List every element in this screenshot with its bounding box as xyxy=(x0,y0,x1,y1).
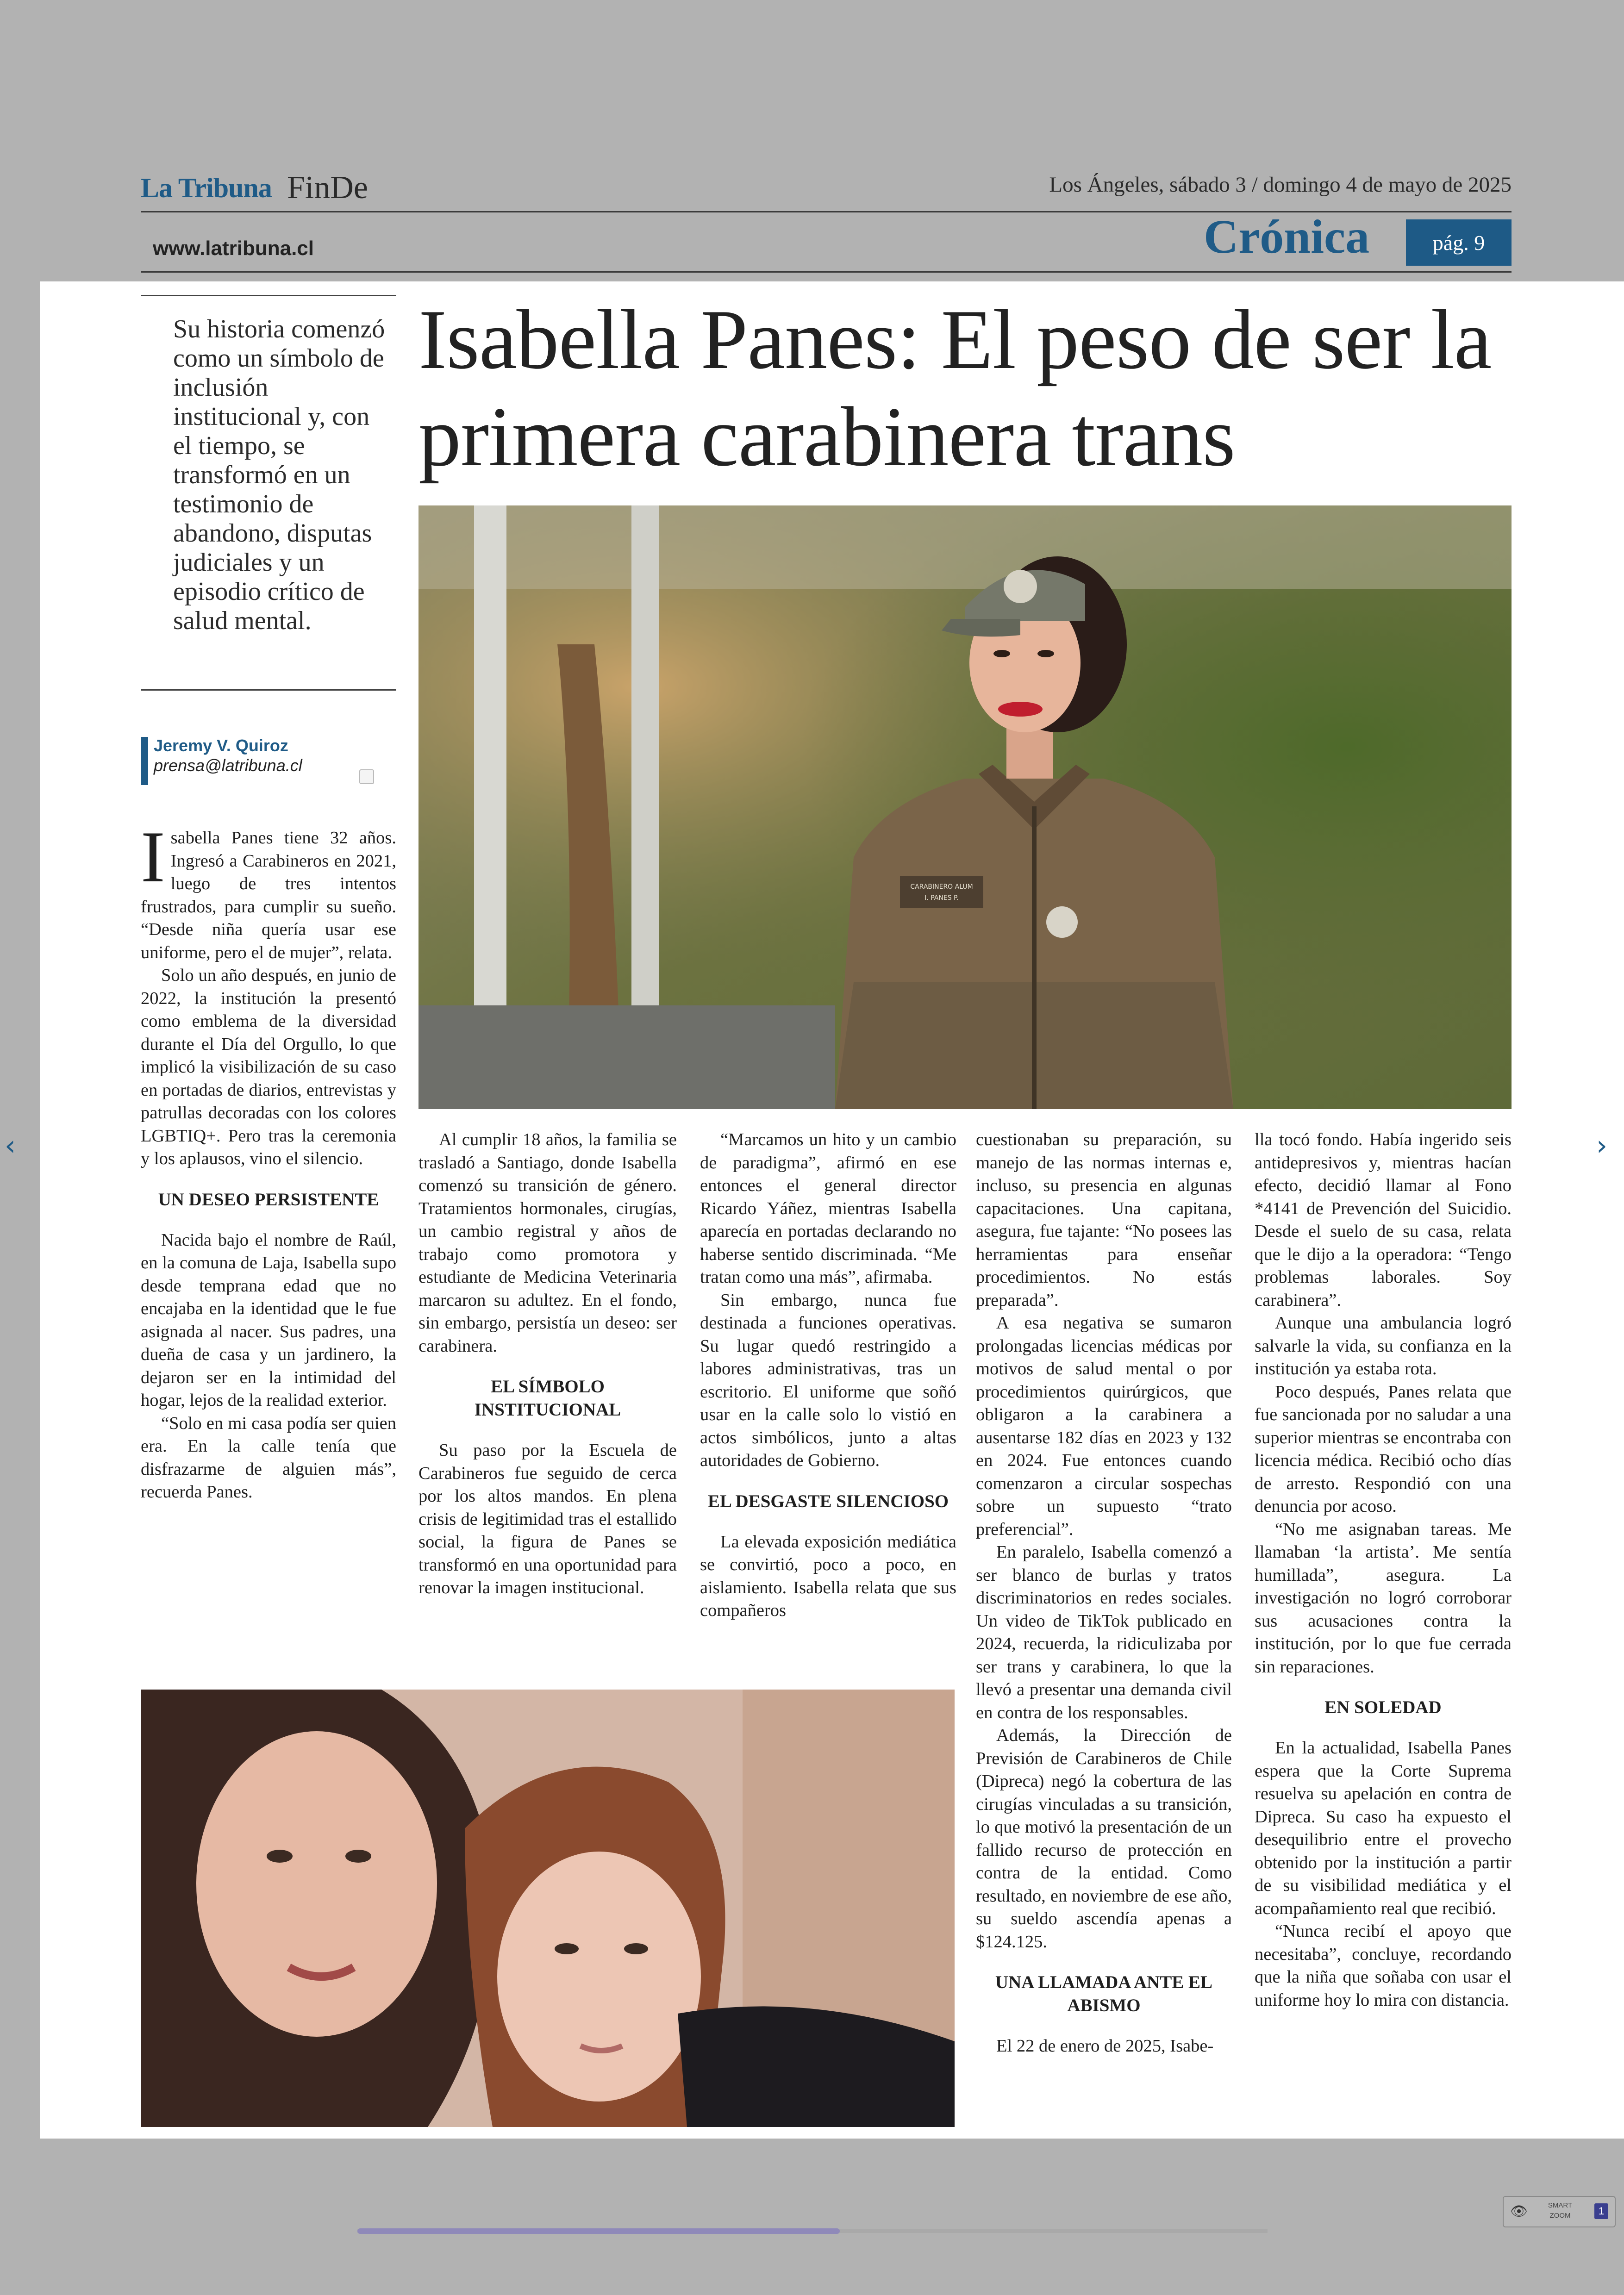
next-page-chevron-icon[interactable]: › xyxy=(1596,1129,1607,1162)
zoom-page-indicator: 1 xyxy=(1594,2203,1608,2219)
share-icon[interactable] xyxy=(359,769,374,784)
drop-cap: I xyxy=(141,817,165,898)
article-paragraph: “Solo en mi casa podía ser quien era. En la calle tenía que disfrazarme de alguien más”, recuerda Panes. xyxy=(141,1413,396,1502)
article-paragraph: Su paso por la Escuela de Carabineros fue seguido de cerca por los altos mandos. En plena crisis de legitimidad tras el estallido social, la figura de Panes se transformó en una oportunidad para renovar la imagen institucional. xyxy=(418,1441,677,1597)
article-paragraph: Poco después, Panes relata que fue sancionada por no saludar a una superior mientras se encontraba con licencia médica. Recibió ocho días de arresto. Respondió con una denuncia por acoso. xyxy=(1255,1382,1512,1516)
article-column-1 xyxy=(141,817,396,1504)
dateline: Los Ángeles, sábado 3 / domingo 4 de mayo de 2025 xyxy=(1049,173,1512,197)
article-paragraph: Sin embargo, nunca fue destinada a funciones operativas. Su lugar quedó restringido a labores administrativas, tras un escritorio. El uniforme que soñó usar en la calle solo lo vistió en actos simbólicos, junto a altas autoridades de Gobierno. xyxy=(700,1290,956,1470)
paragraph-text: sabella Panes tiene 32 años. Ingresó a Carabineros en 2021, luego de tres intentos frustrados, para cumplir su sueño. “Desde niña quería usar ese uniforme, pero el de mujer”, relata. xyxy=(141,828,396,962)
subhead-desgaste: EL DESGASTE SILENCIOSO xyxy=(707,1491,949,1511)
supplement-name: FinDe xyxy=(287,170,368,206)
article-paragraph: Al cumplir 18 años, la familia se trasladó a Santiago, donde Isabella comenzó su transición de género. Tratamientos hormonales, cirugías, un cambio registral y años de trabajo como promotora y estudiante de Medicina Veterinaria marcaron su adultez. En el fondo, sin embargo, persistía un deseo: ser carabinera. xyxy=(418,1130,677,1356)
article-paragraph: “Marcamos un hito y un cambio de paradigma”, afirmó en ese entonces el general director Ricardo Yáñez, mientras Isabella aparecía en portadas declarando no haberse sentido discriminada. “Me tratan como una más”, afirmaba. xyxy=(700,1130,956,1287)
article-column-2 xyxy=(418,1129,677,1600)
article-paragraph: “Nunca recibí el apoyo que necesitaba”, concluye, recordando que la niña que soñaba con usar el uniforme hoy lo mira con distancia. xyxy=(1255,1921,1512,2010)
lead-rule-top xyxy=(141,295,396,296)
smart-zoom-button[interactable] xyxy=(1503,2196,1616,2227)
byline-email: prensa@latribuna.cl xyxy=(154,756,302,775)
article-column-4 xyxy=(976,1129,1232,2058)
section-name: Crónica xyxy=(1204,210,1370,263)
name-patch-line2: I. PANES P. xyxy=(924,894,959,902)
article-paragraph: Además, la Dirección de Previsión de Carabineros de Chile (Dipreca) negó la cobertura de las cirugías vinculadas a su transición, lo que motivó la presentación de un fallido recurso de protección en contra de la entidad. Como resultado, en noviembre de ese año, su sueldo ascendía apenas a $124.125. xyxy=(976,1726,1232,1952)
page-number-badge: pág. 9 xyxy=(1406,219,1512,266)
family-photo xyxy=(141,1690,955,2127)
website-url: www.latribuna.cl xyxy=(153,237,314,260)
main-photo xyxy=(418,505,1512,1109)
article-paragraph: En la actualidad, Isabella Panes espera que la Corte Suprema resuelva su apelación en contra de Dipreca. Su caso ha expuesto el desequilibrio entre el provecho obtenido por la institución a partir de su visibilidad mediática y el acompañamiento real que recibió. xyxy=(1255,1738,1512,1918)
byline-author: Jeremy V. Quiroz xyxy=(154,736,288,755)
article-paragraph: A esa negativa se sumaron prolongadas licencias médicas por motivos de salud mental o por procedimientos quirúrgicos, que obligaron a la carabinera a ausentarse 182 días en 2023 y 132 en 2024. Fue entonces cuando comenzaron a circular sospechas sobre un supuesto “trato preferencial”. xyxy=(976,1313,1232,1539)
article-paragraph xyxy=(141,817,396,964)
newspaper-logo: La Tribuna xyxy=(141,173,272,203)
page-scrollbar-thumb[interactable] xyxy=(357,2228,840,2234)
article-paragraph: Nacida bajo el nombre de Raúl, en la comuna de Laja, Isabella supo desde temprana edad que no encajaba en la identidad que le fue asignada al nacer. Sus padres, una dueña de casa y un jardinero, la dejaron ser en la intimidad del hogar, lejos de la realidad exterior. xyxy=(141,1230,396,1410)
article-paragraph: Aunque una ambulancia logró salvarle la vida, su confianza en la institución ya estaba rota. xyxy=(1255,1313,1512,1378)
subhead-soledad: EN SOLEDAD xyxy=(1324,1697,1442,1717)
article-column-5 xyxy=(1255,1129,1512,2012)
main-photo-illustration xyxy=(418,505,1512,1109)
lead-rule-bottom xyxy=(141,689,396,691)
smart-zoom-label: SMART ZOOM xyxy=(1548,2201,1573,2220)
article-paragraph: En paralelo, Isabella comenzó a ser blanco de burlas y tratos discriminatorios en redes sociales. Un video de TikTok publicado en 2024, recuerda, la ridiculizaba por ser trans y carabinera, lo que la llevó a presentar una demanda civil en contra de los responsables. xyxy=(976,1542,1232,1722)
article-paragraph: lla tocó fondo. Había ingerido seis antidepresivos y, mientras hacían efecto, decidió llamar al Fono *4141 de Prevención del Suicidio. Desde el suelo de su casa, relata que le dijo a la operadora: “Tengo problemas laborales. Soy carabinera”. xyxy=(1255,1130,1512,1310)
article-paragraph: El 22 de enero de 2025, Isabe- xyxy=(996,2036,1214,2056)
name-patch-line1: CARABINERO ALUM xyxy=(910,883,973,891)
subhead-deseo: UN DESEO PERSISTENTE xyxy=(158,1189,379,1210)
article-column-3 xyxy=(700,1129,956,1622)
family-photo-illustration xyxy=(141,1690,955,2127)
byline-accent-bar xyxy=(141,737,148,785)
eye-icon: 👁 xyxy=(1510,2204,1528,2219)
subhead-llamada: UNA LLAMADA ANTE EL ABISMO xyxy=(995,1972,1213,2015)
article-paragraph: “No me asignaban tareas. Me llamaban ‘la artista’. Me sentía humillada”, asegura. La investigación no logró corroborar sus acusaciones contra la institución, por lo que fue cerrada sin reparaciones. xyxy=(1255,1519,1512,1677)
header-rule-bottom xyxy=(141,271,1512,273)
headline: Isabella Panes: El peso de ser la primera carabinera trans xyxy=(418,292,1492,484)
lead-summary: Su historia comenzó como un símbolo de inclusión institucional y, con el tiempo, se transformó en un testimonio de abandono, disputas judiciales y un episodio crítico de salud mental. xyxy=(173,315,385,635)
article-paragraph: Solo un año después, en junio de 2022, la institución la presentó como emblema de la diversidad durante el Día del Orgullo, lo que implicó la visibilización de su caso en portadas de diarios, entrevistas y patrullas decoradas con los colores LGBTIQ+. Pero tras la ceremonia y los aplausos, vino el silencio. xyxy=(141,966,396,1168)
article-paragraph: cuestionaban su preparación, su manejo de las normas internas e, incluso, su presencia en algunas capacitaciones. Una capitana, asegura, fue tajante: “No posees las herramientas para enseñar procedimientos. No estás preparada”. xyxy=(976,1130,1232,1310)
subhead-simbolo: EL SÍMBOLO INSTITUCIONAL xyxy=(474,1377,621,1420)
previous-page-chevron-icon[interactable]: ‹ xyxy=(5,1129,16,1162)
article-paragraph: La elevada exposición mediática se convirtió, poco a poco, en aislamiento. Isabella relata que sus compañeros xyxy=(700,1532,956,1620)
